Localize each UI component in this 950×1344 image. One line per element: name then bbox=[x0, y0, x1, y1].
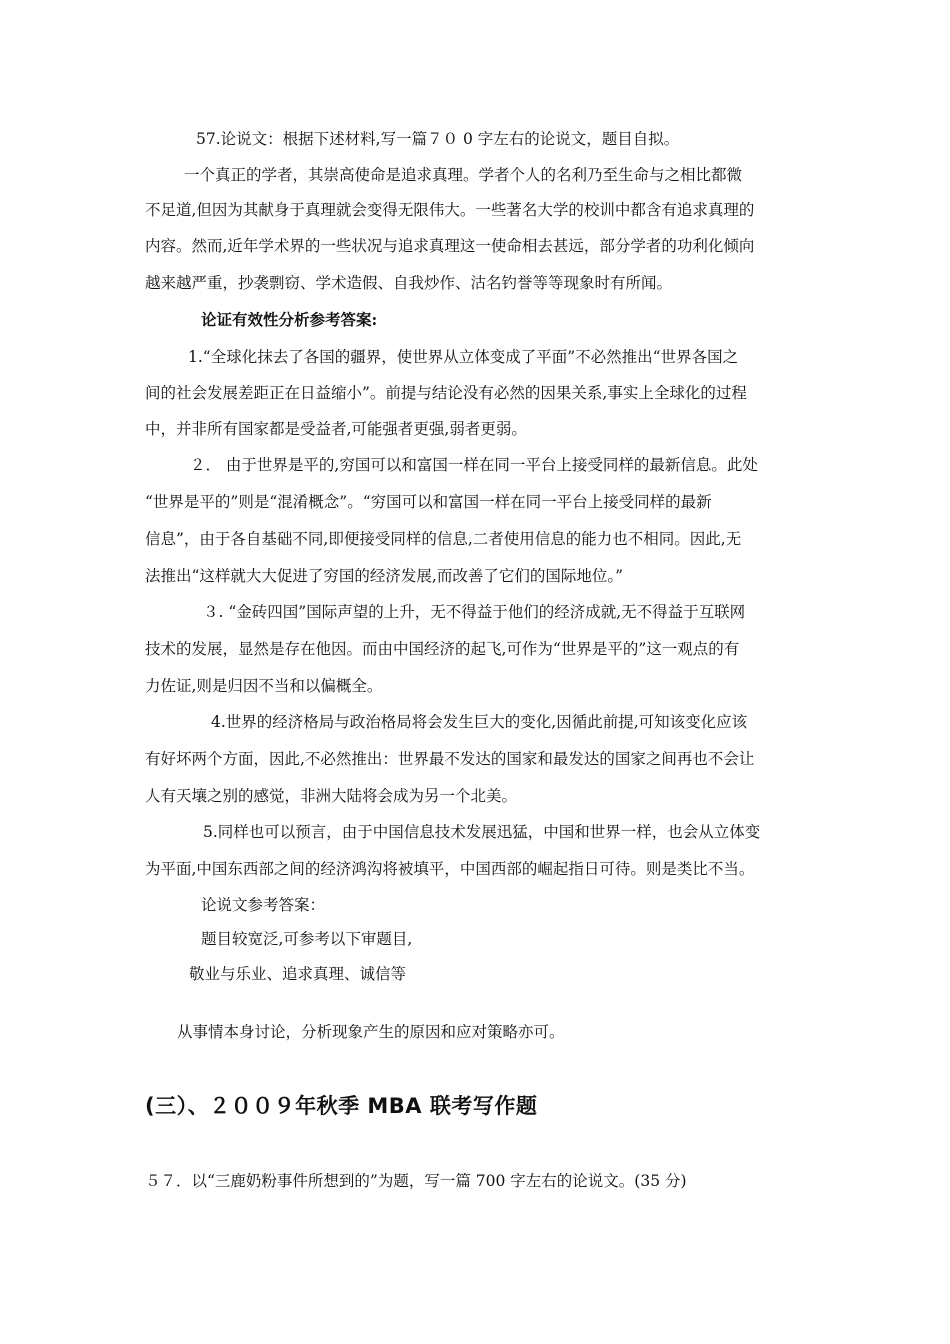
point-4-line-1: 4.世界的经济格局与政治格局将会发生巨大的变化,因循此前提,可知该变化应该 bbox=[211, 713, 748, 731]
point-1-line-1: 1.“全球化抹去了各国的疆界，使世界从立体变成了平面”不必然推出“世界各国之 bbox=[188, 348, 739, 366]
point-4-line-2: 有好坏两个方面，因此,不必然推出：世界最不发达的国家和最发达的国家之间再也不会让 bbox=[145, 750, 755, 768]
analysis-heading: 论证有效性分析参考答案: bbox=[201, 310, 378, 329]
material-line-2: 不足道,但因为其献身于真理就会变得无限伟大。一些著名大学的校训中都含有追求真理的 bbox=[145, 201, 755, 219]
material-line-4: 越来越严重，抄袭剽窃、学术造假、自我炒作、沽名钓誉等等现象时有所闻。 bbox=[145, 274, 673, 292]
essay-answer-alternative: 从事情本身讨论，分析现象产生的原因和应对策略亦可。 bbox=[177, 1023, 565, 1041]
material-line-3: 内容。然而,近年学术界的一些状况与追求真理这一使命相去甚远，部分学者的功利化倾向 bbox=[145, 237, 755, 255]
material-line-1: 一个真正的学者，其崇高使命是追求真理。学者个人的名利乃至生命与之相比都微 bbox=[184, 166, 743, 184]
point-1-line-2: 间的社会发展差距正在日益缩小”。前提与结论没有必然的因果关系,事实上全球化的过程 bbox=[145, 384, 747, 402]
essay-answer-note: 题目较宽泛,可参考以下审题目, bbox=[201, 930, 413, 948]
point-5-line-1: 5.同样也可以预言，由于中国信息技术发展迅猛，中国和世界一样，也会从立体变 bbox=[203, 823, 761, 841]
point-2-line-4: 法推出“这样就大大促进了穷国的经济发展,而改善了它们的国际地位。” bbox=[145, 567, 624, 585]
essay-answer-topics: 敬业与乐业、追求真理、诚信等 bbox=[189, 965, 407, 983]
point-2-line-1: ２． 由于世界是平的,穷国可以和富国一样在同一平台上接受同样的最新信息。此处 bbox=[190, 456, 758, 474]
question-57-2009: ５７．以“三鹿奶粉事件所想到的”为题，写一篇 700 字左右的论说文。(35 分) bbox=[145, 1172, 687, 1190]
point-2-line-2: “世界是平的”则是“混淆概念”。“穷国可以和富国一样在同一平台上接受同样的最新 bbox=[145, 493, 712, 511]
essay-answer-heading: 论说文参考答案： bbox=[201, 896, 326, 914]
point-5-line-2: 为平面,中国东西部之间的经济鸿沟将被填平，中国西部的崛起指日可待。则是类比不当。 bbox=[145, 860, 755, 878]
point-1-line-3: 中，并非所有国家都是受益者,可能强者更强,弱者更弱。 bbox=[145, 420, 527, 438]
point-3-line-2: 技术的发展，显然是存在他因。而由中国经济的起飞,可作为“世界是平的”这一观点的有 bbox=[145, 640, 740, 658]
point-4-line-3: 人有天壤之别的感觉，非洲大陆将会成为另一个北美。 bbox=[145, 787, 518, 805]
point-3-line-3: 力佐证,则是归因不当和以偏概全。 bbox=[145, 677, 383, 695]
section-title-2009: (三）、２００９年秋季 MBA 联考写作题 bbox=[145, 1094, 538, 1118]
point-3-line-1: ３. “金砖四国”国际声望的上升，无不得益于他们的经济成就,无不得益于互联网 bbox=[203, 603, 746, 621]
point-2-line-3: 信息”，由于各自基础不同,即便接受同样的信息,二者使用信息的能力也不相同。因此,无 bbox=[145, 530, 742, 548]
question-57-intro: 57.论说文：根据下述材料,写一篇７０ 0 字左右的论说文，题目自拟。 bbox=[196, 130, 680, 148]
